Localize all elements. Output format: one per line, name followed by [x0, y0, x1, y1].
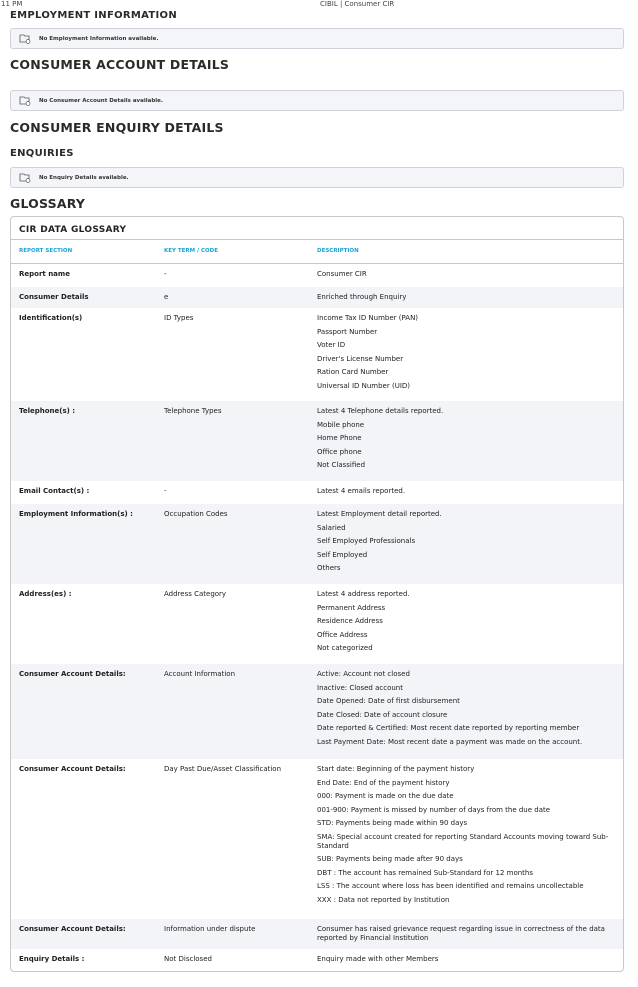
description [317, 291, 623, 304]
enquiry-notice [10, 167, 624, 188]
description-line: Start date: Beginning of the payment history [317, 765, 475, 773]
description-line: Ration Card Number [317, 368, 389, 377]
description-line: Date reported & Certified: Most recent date reported by reporting member [317, 724, 580, 733]
key-term: Account Information [164, 670, 236, 678]
folder-info-icon [19, 96, 31, 106]
table-row [11, 308, 623, 401]
description-line: DBT : The account has remained Sub-Standard for 12 months [317, 868, 533, 877]
description-line: Consumer has raised grievance request regarding issue in correctness of the data reported by Financial Institution [317, 925, 605, 942]
key-term: e [164, 293, 169, 301]
report-section: Email Contact(s) : [19, 487, 90, 495]
description-line: Driver's License Number [317, 354, 404, 363]
notice-text: No Employment Information available. [39, 35, 159, 42]
table-row [11, 287, 623, 308]
browser-print-header [0, 0, 638, 9]
notice-text: No Enquiry Details available. [39, 174, 129, 181]
description-line: Not categorized [317, 644, 373, 653]
description-line: Last Payment Date: Most recent date a payment was made on the account. [317, 737, 583, 746]
description-line: SUB: Payments being made after 90 days [317, 854, 463, 863]
account-notice [10, 90, 624, 111]
employment-heading: EMPLOYMENT INFORMATION [10, 10, 178, 21]
description-line: 001-900: Payment is missed by number of days from the due date [317, 805, 551, 814]
description [317, 485, 623, 500]
description-line: Inactive: Closed account [317, 683, 403, 692]
notice-text: No Consumer Account Details available. [39, 97, 163, 104]
description [317, 312, 623, 397]
table-row [11, 949, 623, 971]
description-line: Others [317, 564, 341, 573]
table-row [11, 664, 623, 759]
enquiry-heading: CONSUMER ENQUIRY DETAILS [10, 120, 224, 135]
description-line: LSS : The account where loss has been identified and remains uncollectable [317, 882, 584, 891]
table-body [11, 264, 623, 971]
description-line: Residence Address [317, 617, 383, 626]
report-section: Telephone(s) : [19, 407, 76, 415]
report-section: Enquiry Details : [19, 955, 85, 963]
description-line: Not Classified [317, 461, 366, 470]
glossary-table-title: CIR DATA GLOSSARY [11, 217, 623, 240]
description-line: Latest 4 emails reported. [317, 487, 406, 495]
table-row [11, 759, 623, 919]
description-line: Active: Account not closed [317, 670, 410, 678]
description-line: Income Tax ID Number (PAN) [317, 314, 419, 322]
print-time: 11 PM [1, 0, 23, 8]
table-row [11, 264, 623, 287]
description [317, 508, 623, 580]
description-line: Latest 4 address reported. [317, 590, 410, 598]
folder-info-icon [19, 34, 31, 44]
description-line: Latest Employment detail reported. [317, 510, 442, 518]
folder-info-icon [19, 173, 31, 183]
key-term: Day Past Due/Asset Classification [164, 765, 282, 773]
column-header: DESCRIPTION [317, 247, 359, 254]
description-line: Consumer CIR [317, 270, 367, 278]
description [317, 953, 623, 967]
key-term: Telephone Types [164, 407, 222, 415]
column-header: REPORT SECTION [19, 247, 73, 254]
description [317, 588, 623, 660]
print-title: CIBIL | Consumer CIR [320, 0, 395, 8]
description-line: Salaried [317, 523, 346, 532]
table-row [11, 919, 623, 949]
description [317, 268, 623, 283]
description-line: XXX : Data not reported by Institution [317, 895, 450, 904]
table-row [11, 401, 623, 481]
description-line: Self Employed [317, 550, 368, 559]
key-term: ID Types [164, 314, 194, 322]
description-line: Date Opened: Date of first disbursement [317, 697, 460, 706]
report-section: Consumer Account Details: [19, 670, 126, 678]
description-line: Universal ID Number (UID) [317, 381, 411, 390]
description-line: Date Closed: Date of account closure [317, 710, 448, 719]
description [317, 405, 623, 477]
description-line: STD: Payments being made within 90 days [317, 819, 468, 828]
description-line: Permanent Address [317, 603, 386, 612]
account-heading: CONSUMER ACCOUNT DETAILS [10, 57, 230, 72]
report-section: Consumer Details [19, 293, 89, 301]
description-line: 000: Payment is made on the due date [317, 792, 454, 801]
description-line: Mobile phone [317, 420, 365, 429]
table-row [11, 584, 623, 664]
description-line: Home Phone [317, 434, 362, 443]
glossary-table [10, 216, 624, 972]
key-term: Occupation Codes [164, 510, 228, 518]
description [317, 923, 623, 945]
glossary-heading: GLOSSARY [10, 196, 86, 211]
description-line: End Date: End of the payment history [317, 778, 450, 787]
report-section: Address(es) : [19, 590, 72, 598]
table-row [11, 481, 623, 504]
key-term: Address Category [164, 590, 227, 598]
description [317, 668, 623, 755]
key-term: - [164, 270, 167, 278]
key-term: - [164, 487, 167, 495]
description [317, 763, 623, 915]
key-term: Information under dispute [164, 925, 256, 933]
description-line: Enriched through Enquiry [317, 293, 407, 301]
description-line: Voter ID [317, 341, 346, 350]
description-line: Enquiry made with other Members [317, 955, 439, 963]
description-line: SMA: Special account created for reporting Standard Accounts moving toward Sub-Standard [317, 832, 609, 850]
description-line: Office Address [317, 630, 368, 639]
description-line: Latest 4 Telephone details reported. [317, 407, 444, 415]
enquiries-subheading: ENQUIRIES [10, 148, 74, 159]
description-line: Self Employed Professionals [317, 537, 416, 546]
report-section: Employment Information(s) : [19, 510, 133, 518]
report-section: Report name [19, 270, 70, 278]
column-header: KEY TERM / CODE [164, 247, 219, 254]
description-line: Office phone [317, 447, 362, 456]
employment-notice [10, 28, 624, 49]
table-header [11, 240, 623, 264]
report-section: Consumer Account Details: [19, 925, 126, 933]
report-section: Consumer Account Details: [19, 765, 126, 773]
report-section: Identification(s) [19, 314, 83, 322]
key-term: Not Disclosed [164, 955, 212, 963]
description-line: Passport Number [317, 327, 378, 336]
table-row [11, 504, 623, 584]
